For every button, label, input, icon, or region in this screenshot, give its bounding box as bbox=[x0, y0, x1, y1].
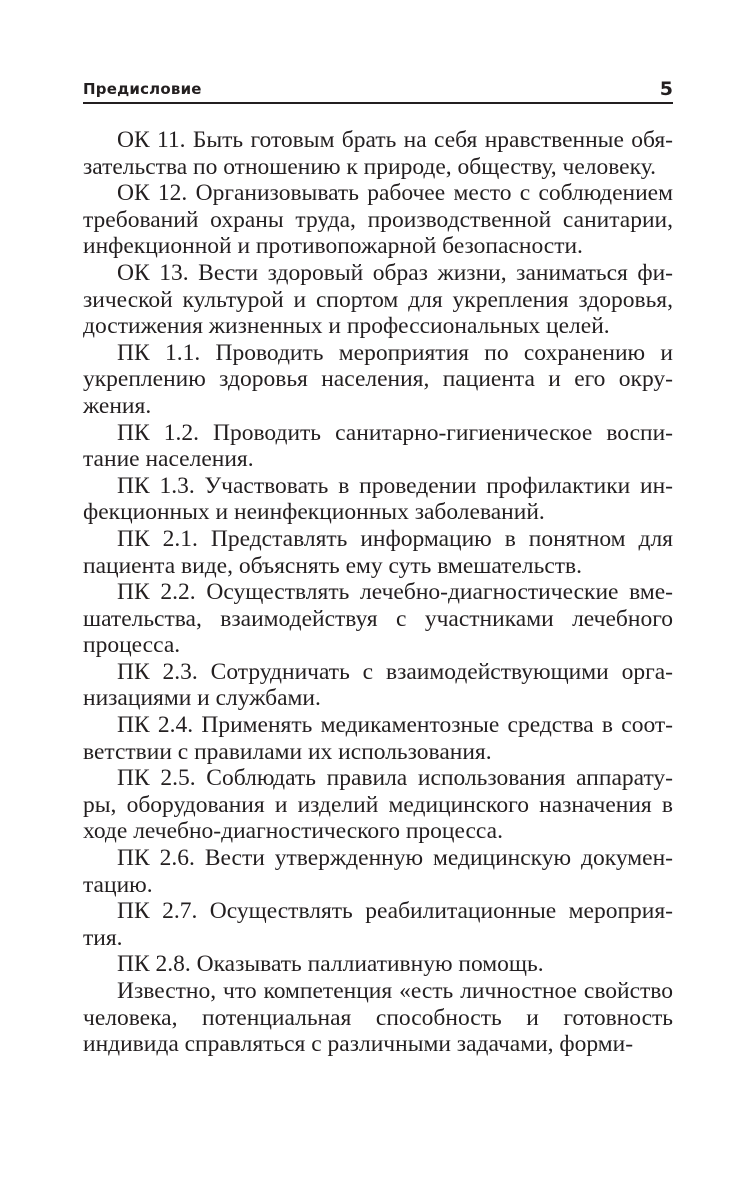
paragraph-pk-2-2: ПК 2.2. Осуществлять лечебно-диагностические вмешательства, взаимодействуя с участниками лечебного процесса. bbox=[83, 579, 673, 659]
header-rule bbox=[83, 102, 673, 104]
paragraph-ok-12: ОК 12. Организовывать рабочее место с соблюдением требований охраны труда, производственной санитарии, инфекционной и противопожарной безопасности. bbox=[83, 180, 673, 260]
paragraph-pk-2-4: ПК 2.4. Применять медикаментозные средства в соответствии с правилами их использования. bbox=[83, 712, 673, 765]
running-head-title: Предисловие bbox=[83, 80, 202, 98]
paragraph-pk-2-8: ПК 2.8. Оказывать паллиативную помощь. bbox=[117, 951, 544, 978]
paragraph-competence-definition: Известно, что компетенция «есть личностное свойство человека, потенциальная способность и готовность индивида справляться с различными задачами, форми- bbox=[83, 978, 673, 1058]
paragraph-pk-2-1: ПК 2.1. Представлять информацию в понятном для пациента виде, объяснять ему суть вмешательств. bbox=[83, 525, 673, 579]
paragraph-ok-13: ОК 13. Вести здоровый образ жизни, заниматься физической культурой и спортом для укрепления здоровья, достижения жизненных и профессиональных целей. bbox=[83, 259, 673, 340]
paragraph-pk-2-5: ПК 2.5. Соблюдать правила использования аппаратуры, оборудования и изделий медицинского назначения в ходе лечебно-диагностического процесса. bbox=[83, 765, 673, 845]
paragraph-pk-2-7: ПК 2.7. Осуществлять реабилитационные мероприятия. bbox=[83, 898, 673, 951]
page-body bbox=[83, 127, 673, 1058]
paragraph-pk-1-1: ПК 1.1. Проводить мероприятия по сохранению и укреплению здоровья населения, пациента и его окружения. bbox=[83, 339, 673, 419]
paragraph-pk-1-3: ПК 1.3. Участвовать в проведении профилактики инфекционных и неинфекционных заболеваний. bbox=[83, 472, 673, 526]
page-header bbox=[83, 72, 673, 104]
paragraph-pk-1-2: ПК 1.2. Проводить санитарно-гигиеническое воспитание населения. bbox=[83, 419, 673, 473]
paragraph-pk-2-6: ПК 2.6. Вести утвержденную медицинскую документацию. bbox=[83, 845, 673, 898]
paragraph-ok-11: ОК 11. Быть готовым брать на себя нравственные обязательства по отношению к природе, обществу, человеку. bbox=[83, 127, 673, 180]
page-number: 5 bbox=[659, 78, 673, 100]
paragraph-pk-2-3: ПК 2.3. Сотрудничать с взаимодействующими организациями и службами. bbox=[83, 658, 673, 712]
